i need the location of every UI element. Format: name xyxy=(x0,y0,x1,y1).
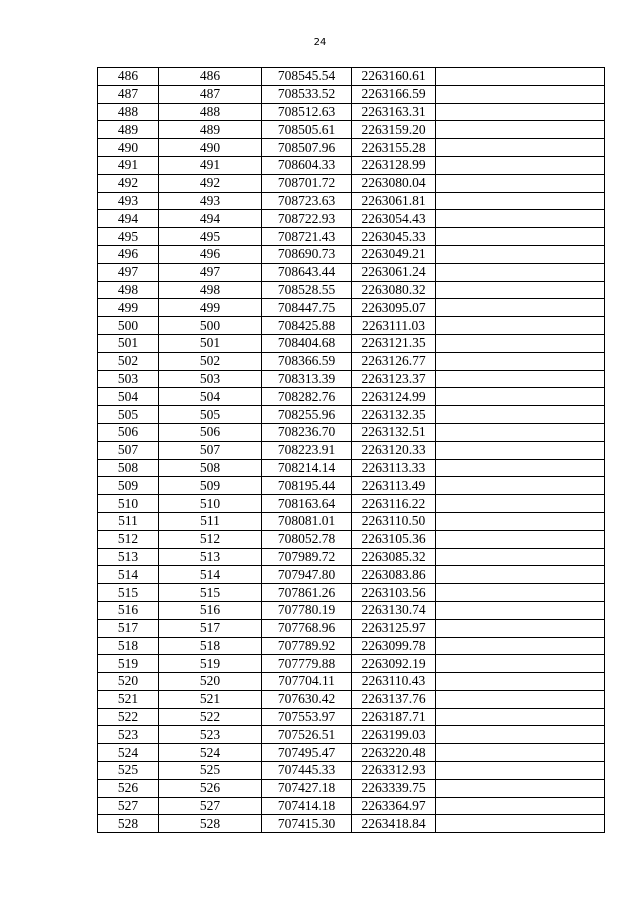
x-coordinate-cell: 707780.19 xyxy=(262,601,352,619)
y-coordinate-cell: 2263199.03 xyxy=(352,726,436,744)
point-number-cell: 511 xyxy=(159,512,262,530)
point-number-cell: 515 xyxy=(159,584,262,602)
point-number-cell: 521 xyxy=(159,690,262,708)
point-number-cell: 522 xyxy=(159,708,262,726)
point-number-cell: 501 xyxy=(159,334,262,352)
point-number-cell: 507 xyxy=(159,441,262,459)
y-coordinate-cell: 2263160.61 xyxy=(352,68,436,86)
table-row xyxy=(98,637,605,655)
empty-cell xyxy=(436,299,605,317)
empty-cell xyxy=(436,690,605,708)
row-index-cell: 506 xyxy=(98,423,159,441)
y-coordinate-cell: 2263095.07 xyxy=(352,299,436,317)
table-row xyxy=(98,299,605,317)
point-number-cell: 486 xyxy=(159,68,262,86)
empty-cell xyxy=(436,477,605,495)
y-coordinate-cell: 2263126.77 xyxy=(352,352,436,370)
table-row xyxy=(98,210,605,228)
point-number-cell: 504 xyxy=(159,388,262,406)
y-coordinate-cell: 2263125.97 xyxy=(352,619,436,637)
x-coordinate-cell: 707553.97 xyxy=(262,708,352,726)
empty-cell xyxy=(436,228,605,246)
x-coordinate-cell: 708723.63 xyxy=(262,192,352,210)
x-coordinate-cell: 708512.63 xyxy=(262,103,352,121)
point-number-cell: 496 xyxy=(159,245,262,263)
y-coordinate-cell: 2263132.51 xyxy=(352,423,436,441)
point-number-cell: 490 xyxy=(159,139,262,157)
empty-cell xyxy=(436,708,605,726)
point-number-cell: 497 xyxy=(159,263,262,281)
y-coordinate-cell: 2263083.86 xyxy=(352,566,436,584)
point-number-cell: 491 xyxy=(159,156,262,174)
table-row xyxy=(98,459,605,477)
y-coordinate-cell: 2263364.97 xyxy=(352,797,436,815)
table-row xyxy=(98,406,605,424)
point-number-cell: 495 xyxy=(159,228,262,246)
x-coordinate-cell: 707414.18 xyxy=(262,797,352,815)
x-coordinate-cell: 707427.18 xyxy=(262,779,352,797)
point-number-cell: 493 xyxy=(159,192,262,210)
point-number-cell: 492 xyxy=(159,174,262,192)
table-row xyxy=(98,797,605,815)
table-row xyxy=(98,441,605,459)
empty-cell xyxy=(436,584,605,602)
row-index-cell: 516 xyxy=(98,601,159,619)
row-index-cell: 526 xyxy=(98,779,159,797)
y-coordinate-cell: 2263111.03 xyxy=(352,317,436,335)
empty-cell xyxy=(436,530,605,548)
row-index-cell: 520 xyxy=(98,673,159,691)
empty-cell xyxy=(436,317,605,335)
table-row xyxy=(98,68,605,86)
table-row xyxy=(98,85,605,103)
empty-cell xyxy=(436,619,605,637)
row-index-cell: 509 xyxy=(98,477,159,495)
point-number-cell: 505 xyxy=(159,406,262,424)
point-number-cell: 503 xyxy=(159,370,262,388)
y-coordinate-cell: 2263099.78 xyxy=(352,637,436,655)
table-row xyxy=(98,228,605,246)
point-number-cell: 523 xyxy=(159,726,262,744)
row-index-cell: 515 xyxy=(98,584,159,602)
empty-cell xyxy=(436,779,605,797)
table-row xyxy=(98,156,605,174)
empty-cell xyxy=(436,655,605,673)
x-coordinate-cell: 708236.70 xyxy=(262,423,352,441)
x-coordinate-cell: 708643.44 xyxy=(262,263,352,281)
y-coordinate-cell: 2263061.81 xyxy=(352,192,436,210)
x-coordinate-cell: 708507.96 xyxy=(262,139,352,157)
row-index-cell: 490 xyxy=(98,139,159,157)
table-row xyxy=(98,530,605,548)
empty-cell xyxy=(436,637,605,655)
empty-cell xyxy=(436,210,605,228)
empty-cell xyxy=(436,673,605,691)
x-coordinate-cell: 708313.39 xyxy=(262,370,352,388)
row-index-cell: 502 xyxy=(98,352,159,370)
row-index-cell: 496 xyxy=(98,245,159,263)
row-index-cell: 494 xyxy=(98,210,159,228)
y-coordinate-cell: 2263132.35 xyxy=(352,406,436,424)
row-index-cell: 487 xyxy=(98,85,159,103)
empty-cell xyxy=(436,245,605,263)
row-index-cell: 527 xyxy=(98,797,159,815)
table-row xyxy=(98,352,605,370)
point-number-cell: 526 xyxy=(159,779,262,797)
empty-cell xyxy=(436,726,605,744)
x-coordinate-cell: 708052.78 xyxy=(262,530,352,548)
y-coordinate-cell: 2263124.99 xyxy=(352,388,436,406)
row-index-cell: 513 xyxy=(98,548,159,566)
x-coordinate-cell: 707415.30 xyxy=(262,815,352,833)
y-coordinate-cell: 2263103.56 xyxy=(352,584,436,602)
row-index-cell: 511 xyxy=(98,512,159,530)
empty-cell xyxy=(436,388,605,406)
y-coordinate-cell: 2263110.43 xyxy=(352,673,436,691)
row-index-cell: 498 xyxy=(98,281,159,299)
table-row xyxy=(98,726,605,744)
x-coordinate-cell: 708690.73 xyxy=(262,245,352,263)
y-coordinate-cell: 2263113.49 xyxy=(352,477,436,495)
empty-cell xyxy=(436,601,605,619)
empty-cell xyxy=(436,85,605,103)
y-coordinate-cell: 2263220.48 xyxy=(352,744,436,762)
point-number-cell: 510 xyxy=(159,495,262,513)
x-coordinate-cell: 708505.61 xyxy=(262,121,352,139)
y-coordinate-cell: 2263080.04 xyxy=(352,174,436,192)
x-coordinate-cell: 708163.64 xyxy=(262,495,352,513)
empty-cell xyxy=(436,548,605,566)
point-number-cell: 488 xyxy=(159,103,262,121)
row-index-cell: 524 xyxy=(98,744,159,762)
table-row xyxy=(98,245,605,263)
y-coordinate-cell: 2263092.19 xyxy=(352,655,436,673)
empty-cell xyxy=(436,406,605,424)
y-coordinate-cell: 2263155.28 xyxy=(352,139,436,157)
x-coordinate-cell: 707947.80 xyxy=(262,566,352,584)
x-coordinate-cell: 707445.33 xyxy=(262,762,352,780)
row-index-cell: 522 xyxy=(98,708,159,726)
point-number-cell: 500 xyxy=(159,317,262,335)
row-index-cell: 503 xyxy=(98,370,159,388)
point-number-cell: 489 xyxy=(159,121,262,139)
row-index-cell: 512 xyxy=(98,530,159,548)
x-coordinate-cell: 708701.72 xyxy=(262,174,352,192)
table-row xyxy=(98,103,605,121)
x-coordinate-cell: 707789.92 xyxy=(262,637,352,655)
table-row xyxy=(98,174,605,192)
table-row xyxy=(98,281,605,299)
x-coordinate-cell: 708255.96 xyxy=(262,406,352,424)
row-index-cell: 501 xyxy=(98,334,159,352)
empty-cell xyxy=(436,370,605,388)
empty-cell xyxy=(436,797,605,815)
x-coordinate-cell: 708604.33 xyxy=(262,156,352,174)
x-coordinate-cell: 708447.75 xyxy=(262,299,352,317)
y-coordinate-cell: 2263045.33 xyxy=(352,228,436,246)
point-number-cell: 513 xyxy=(159,548,262,566)
y-coordinate-cell: 2263163.31 xyxy=(352,103,436,121)
row-index-cell: 495 xyxy=(98,228,159,246)
point-number-cell: 499 xyxy=(159,299,262,317)
point-number-cell: 517 xyxy=(159,619,262,637)
row-index-cell: 488 xyxy=(98,103,159,121)
x-coordinate-cell: 707704.11 xyxy=(262,673,352,691)
y-coordinate-cell: 2263123.37 xyxy=(352,370,436,388)
point-number-cell: 518 xyxy=(159,637,262,655)
y-coordinate-cell: 2263061.24 xyxy=(352,263,436,281)
empty-cell xyxy=(436,156,605,174)
empty-cell xyxy=(436,68,605,86)
empty-cell xyxy=(436,512,605,530)
empty-cell xyxy=(436,815,605,833)
row-index-cell: 489 xyxy=(98,121,159,139)
point-number-cell: 520 xyxy=(159,673,262,691)
row-index-cell: 517 xyxy=(98,619,159,637)
row-index-cell: 525 xyxy=(98,762,159,780)
row-index-cell: 486 xyxy=(98,68,159,86)
x-coordinate-cell: 707768.96 xyxy=(262,619,352,637)
empty-cell xyxy=(436,762,605,780)
table-row xyxy=(98,121,605,139)
empty-cell xyxy=(436,121,605,139)
point-number-cell: 516 xyxy=(159,601,262,619)
table-row xyxy=(98,334,605,352)
x-coordinate-cell: 708533.52 xyxy=(262,85,352,103)
point-number-cell: 519 xyxy=(159,655,262,673)
row-index-cell: 497 xyxy=(98,263,159,281)
x-coordinate-cell: 707526.51 xyxy=(262,726,352,744)
table-row xyxy=(98,423,605,441)
row-index-cell: 507 xyxy=(98,441,159,459)
row-index-cell: 523 xyxy=(98,726,159,744)
point-number-cell: 525 xyxy=(159,762,262,780)
y-coordinate-cell: 2263116.22 xyxy=(352,495,436,513)
x-coordinate-cell: 708195.44 xyxy=(262,477,352,495)
point-number-cell: 527 xyxy=(159,797,262,815)
y-coordinate-cell: 2263166.59 xyxy=(352,85,436,103)
x-coordinate-cell: 707861.26 xyxy=(262,584,352,602)
x-coordinate-cell: 708282.76 xyxy=(262,388,352,406)
y-coordinate-cell: 2263054.43 xyxy=(352,210,436,228)
x-coordinate-cell: 708545.54 xyxy=(262,68,352,86)
table-row xyxy=(98,263,605,281)
row-index-cell: 521 xyxy=(98,690,159,708)
table-row xyxy=(98,619,605,637)
y-coordinate-cell: 2263159.20 xyxy=(352,121,436,139)
row-index-cell: 519 xyxy=(98,655,159,673)
table-row xyxy=(98,370,605,388)
table-row xyxy=(98,762,605,780)
row-index-cell: 508 xyxy=(98,459,159,477)
x-coordinate-cell: 708722.93 xyxy=(262,210,352,228)
row-index-cell: 504 xyxy=(98,388,159,406)
row-index-cell: 493 xyxy=(98,192,159,210)
row-index-cell: 499 xyxy=(98,299,159,317)
row-index-cell: 518 xyxy=(98,637,159,655)
table-row xyxy=(98,779,605,797)
point-number-cell: 487 xyxy=(159,85,262,103)
table-row xyxy=(98,192,605,210)
table-row xyxy=(98,690,605,708)
y-coordinate-cell: 2263113.33 xyxy=(352,459,436,477)
x-coordinate-cell: 707779.88 xyxy=(262,655,352,673)
point-number-cell: 494 xyxy=(159,210,262,228)
table-row xyxy=(98,139,605,157)
point-number-cell: 528 xyxy=(159,815,262,833)
empty-cell xyxy=(436,281,605,299)
y-coordinate-cell: 2263121.35 xyxy=(352,334,436,352)
x-coordinate-cell: 708528.55 xyxy=(262,281,352,299)
x-coordinate-cell: 707989.72 xyxy=(262,548,352,566)
y-coordinate-cell: 2263137.76 xyxy=(352,690,436,708)
x-coordinate-cell: 707630.42 xyxy=(262,690,352,708)
empty-cell xyxy=(436,139,605,157)
row-index-cell: 528 xyxy=(98,815,159,833)
x-coordinate-cell: 708721.43 xyxy=(262,228,352,246)
table-row xyxy=(98,655,605,673)
y-coordinate-cell: 2263085.32 xyxy=(352,548,436,566)
x-coordinate-cell: 708223.91 xyxy=(262,441,352,459)
table-row xyxy=(98,566,605,584)
y-coordinate-cell: 2263418.84 xyxy=(352,815,436,833)
point-number-cell: 502 xyxy=(159,352,262,370)
table-row xyxy=(98,744,605,762)
table-row xyxy=(98,584,605,602)
table-row xyxy=(98,815,605,833)
y-coordinate-cell: 2263049.21 xyxy=(352,245,436,263)
empty-cell xyxy=(436,744,605,762)
y-coordinate-cell: 2263128.99 xyxy=(352,156,436,174)
y-coordinate-cell: 2263312.93 xyxy=(352,762,436,780)
y-coordinate-cell: 2263339.75 xyxy=(352,779,436,797)
table-row xyxy=(98,708,605,726)
y-coordinate-cell: 2263187.71 xyxy=(352,708,436,726)
empty-cell xyxy=(436,192,605,210)
x-coordinate-cell: 708366.59 xyxy=(262,352,352,370)
point-number-cell: 506 xyxy=(159,423,262,441)
empty-cell xyxy=(436,174,605,192)
empty-cell xyxy=(436,103,605,121)
coordinates-table-body xyxy=(98,68,605,833)
empty-cell xyxy=(436,495,605,513)
row-index-cell: 492 xyxy=(98,174,159,192)
table-row xyxy=(98,388,605,406)
table-row xyxy=(98,495,605,513)
y-coordinate-cell: 2263105.36 xyxy=(352,530,436,548)
point-number-cell: 514 xyxy=(159,566,262,584)
empty-cell xyxy=(436,263,605,281)
point-number-cell: 512 xyxy=(159,530,262,548)
x-coordinate-cell: 707495.47 xyxy=(262,744,352,762)
point-number-cell: 509 xyxy=(159,477,262,495)
empty-cell xyxy=(436,334,605,352)
empty-cell xyxy=(436,423,605,441)
point-number-cell: 508 xyxy=(159,459,262,477)
y-coordinate-cell: 2263130.74 xyxy=(352,601,436,619)
empty-cell xyxy=(436,352,605,370)
row-index-cell: 510 xyxy=(98,495,159,513)
table-row xyxy=(98,673,605,691)
table-row xyxy=(98,477,605,495)
x-coordinate-cell: 708404.68 xyxy=(262,334,352,352)
y-coordinate-cell: 2263110.50 xyxy=(352,512,436,530)
coordinates-table xyxy=(97,67,605,833)
page-number: 24 xyxy=(313,37,327,48)
empty-cell xyxy=(436,441,605,459)
table-row xyxy=(98,548,605,566)
row-index-cell: 491 xyxy=(98,156,159,174)
table-row xyxy=(98,512,605,530)
row-index-cell: 514 xyxy=(98,566,159,584)
row-index-cell: 505 xyxy=(98,406,159,424)
y-coordinate-cell: 2263120.33 xyxy=(352,441,436,459)
row-index-cell: 500 xyxy=(98,317,159,335)
x-coordinate-cell: 708425.88 xyxy=(262,317,352,335)
table-row xyxy=(98,601,605,619)
point-number-cell: 524 xyxy=(159,744,262,762)
x-coordinate-cell: 708081.01 xyxy=(262,512,352,530)
empty-cell xyxy=(436,459,605,477)
x-coordinate-cell: 708214.14 xyxy=(262,459,352,477)
point-number-cell: 498 xyxy=(159,281,262,299)
y-coordinate-cell: 2263080.32 xyxy=(352,281,436,299)
table-row xyxy=(98,317,605,335)
empty-cell xyxy=(436,566,605,584)
